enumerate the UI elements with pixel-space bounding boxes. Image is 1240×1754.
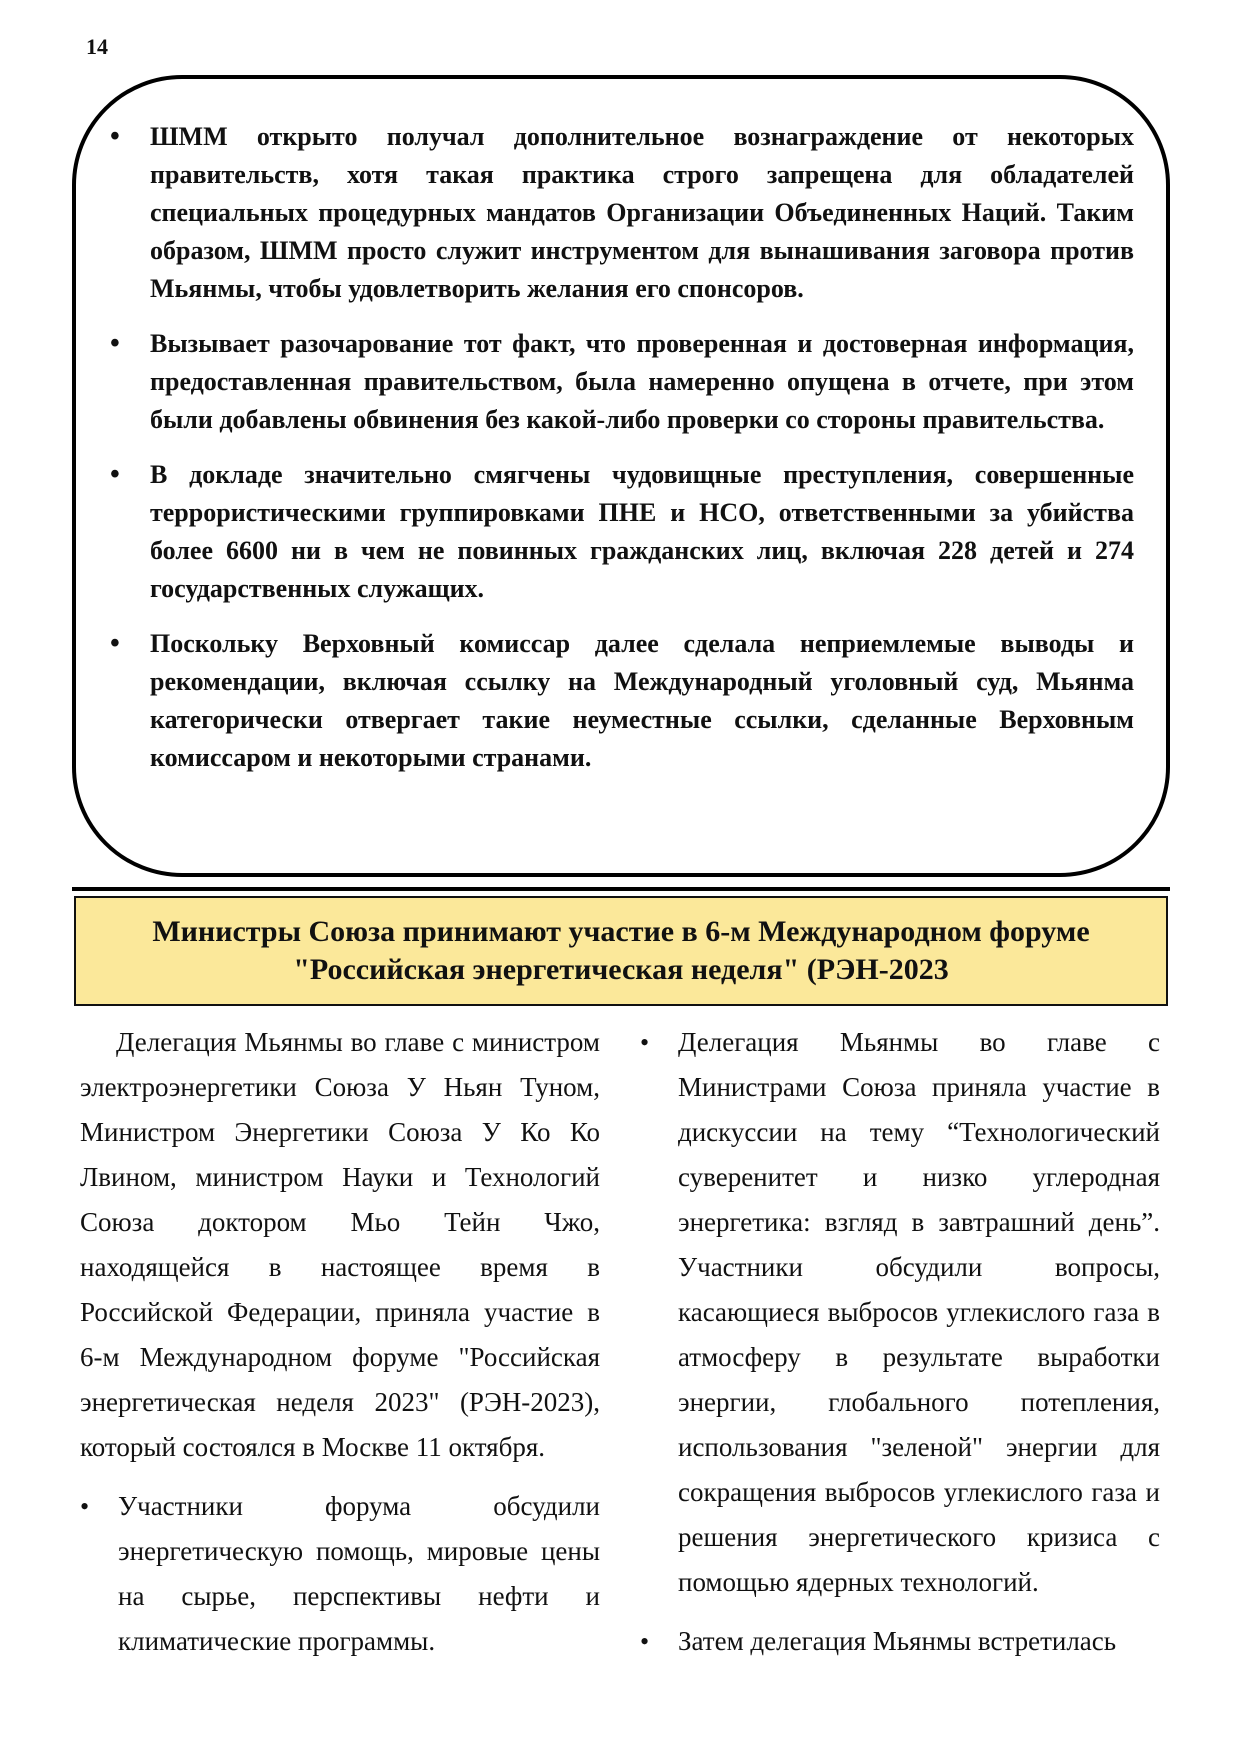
intro-paragraph: Делегация Мьянмы во главе с министром электроэнергетики Союза У Ньян Туном, Министром Энергетики Союза У Ко Ко Лвином, министром Науки и Технологий Союза доктором Мьо Тейн Чжо, находящейся в настоящее время в Российской Федерации, приняла участие в 6-м Международном форуме "Российская энергетическая неделя 2023" (РЭН-2023), который состоялся в Москве 11 октября. bbox=[80, 1027, 600, 1462]
list-item: • Делегация Мьянмы во главе с Министрами Союза приняла участие в дискуссии на тему “Технологический суверенитет и низко углеродная энергетика: взгляд в завтрашний день”. Участники обсудили вопросы, касающиеся выбросов углекислого газа в атмосферу в результате выработки энергии, глобального потепления, использования "зеленой" энергии для сокращения выбросов углекислого газа и решения энергетического кризиса с помощью ядерных технологий. bbox=[640, 1020, 1160, 1605]
list-item: • Участники форума обсудили энергетическую помощь, мировые цены на сырье, перспективы нефти и климатические программы. bbox=[80, 1484, 600, 1664]
left-column bbox=[80, 1020, 600, 1678]
list-item: • Затем делегация Мьянмы встретилась bbox=[640, 1619, 1160, 1664]
page-number: 14 bbox=[86, 34, 108, 59]
right-bullet-list bbox=[640, 1020, 1160, 1664]
headline-line-2: "Российская энергетическая неделя" (РЭН-2023 bbox=[293, 953, 949, 986]
statement-item: • В докладе значительно смягчены чудовищные преступления, совершенные террористическими группировками ПНЕ и НСО, ответственными за убийства более 6600 ни в чем не повинных гражданских лиц, включая 228 детей и 274 государственных служащих. bbox=[108, 456, 1134, 608]
left-bullet-list bbox=[80, 1484, 600, 1664]
statement-item: • Поскольку Верховный комиссар далее сделала неприемлемые выводы и рекомендации, включая ссылку на Международный уголовный суд, Мьянма категорически отвергает такие неуместные ссылки, сделанные Верховным комиссаром и некоторыми странами. bbox=[108, 625, 1134, 777]
right-column bbox=[640, 1020, 1160, 1678]
section-divider bbox=[72, 887, 1170, 891]
statement-item: • Вызывает разочарование тот факт, что проверенная и достоверная информация, предоставленная правительством, была намеренно опущена в отчете, при этом были добавлены обвинения без какой-либо проверки со стороны правительства. bbox=[108, 325, 1134, 439]
article-headline bbox=[141, 913, 1101, 989]
headline-banner bbox=[74, 896, 1168, 1006]
statement-item: • ШММ открыто получал дополнительное вознаграждение от некоторых правительств, хотя такая практика строго запрещена для обладателей специальных процедурных мандатов Организации Объединенных Наций. Таким образом, ШММ просто служит инструментом для вынашивания заговора против Мьянмы, чтобы удовлетворить желания его спонсоров. bbox=[108, 118, 1134, 308]
statement-list bbox=[108, 118, 1134, 794]
headline-line-1: Министры Союза принимают участие в 6-м Международном форуме bbox=[152, 915, 1090, 948]
